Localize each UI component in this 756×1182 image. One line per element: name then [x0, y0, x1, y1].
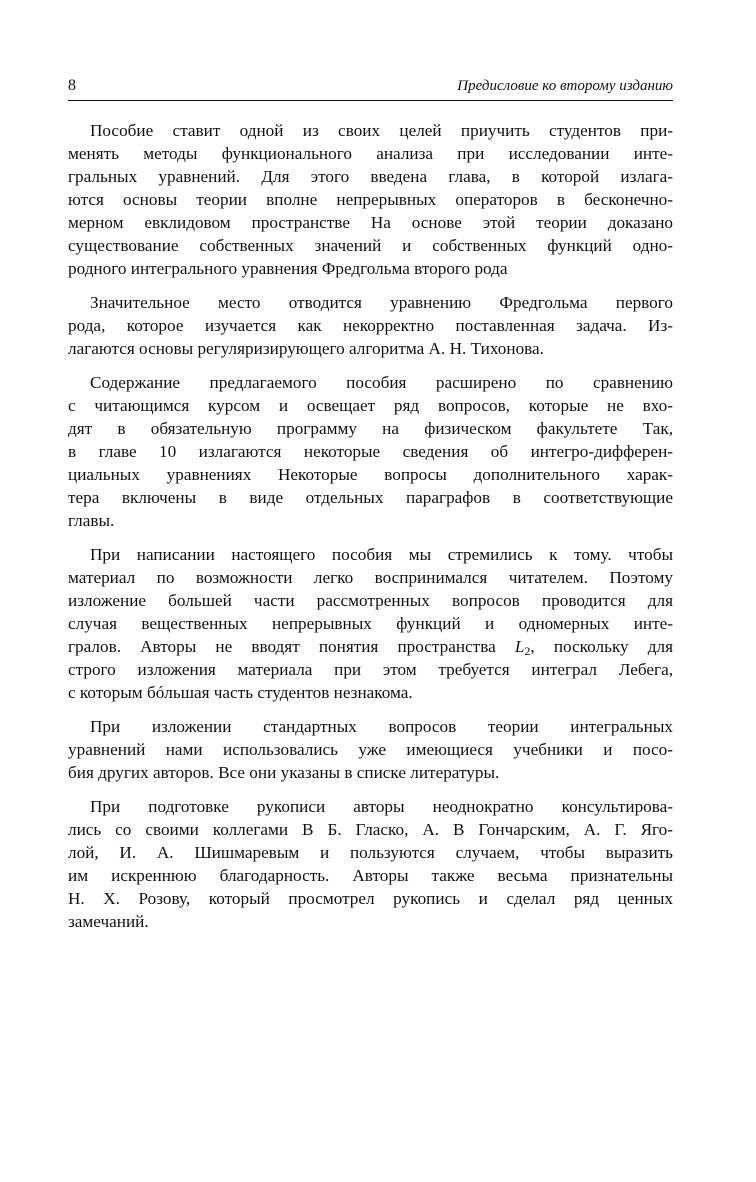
page-number: 8: [68, 77, 76, 94]
math-symbol: L: [514, 637, 525, 656]
math-line-before: гралов. Авторы не вводят понятия пространства: [68, 637, 515, 656]
paragraph-sources: [68, 715, 673, 784]
text-line: изложение большей части рассмотренных вопросов проводится для: [68, 591, 673, 610]
text-line: менять методы функционального анализа при исследовании инте-: [68, 144, 673, 163]
running-head-title: Предисловие ко второму изданию: [457, 78, 673, 94]
math-line-after: , поскольку для: [530, 637, 673, 656]
header-rule: [68, 100, 673, 101]
text-line: с которым бóльшая часть студентов незнакома.: [68, 683, 413, 702]
text-line: лой, И. А. Шишмаревым и пользуются случаем, чтобы выразить: [68, 843, 673, 862]
text-line: Пособие ставит одной из своих целей приучить студентов при-: [90, 121, 673, 140]
text-line: дят в обязательную программу на физическом факультете Так,: [68, 419, 673, 438]
text-line: гральных уравнений. Для этого введена глава, в которой излага-: [68, 167, 673, 186]
text-line: главы.: [68, 511, 115, 530]
running-head: [68, 76, 673, 96]
paragraph-contents: [68, 371, 673, 532]
text-line: мерном евклидовом пространстве На основе этой теории доказано: [68, 213, 673, 232]
text-line: Н. Х. Розову, который просмотрел рукопись и сделал ряд ценных: [68, 889, 673, 908]
text-line: ются основы теории вполне непрерывных операторов в бесконечно-: [68, 190, 673, 209]
text-line: лись со своими коллегами В Б. Гласко, А. В Гончарским, А. Г. Яго-: [68, 820, 673, 839]
math-subscript: 2: [524, 644, 531, 658]
math-symbol-l2: [515, 637, 531, 656]
text-line: При написании настоящего пособия мы стремились к тому. чтобы: [90, 545, 673, 564]
text-line: материал по возможности легко воспринимался читателем. Поэтому: [68, 568, 673, 587]
text-line: с читающимся курсом и освещает ряд вопросов, которые не вхо-: [68, 396, 673, 415]
text-line: в главе 10 излагаются некоторые сведения об интегро-дифферен-: [68, 442, 673, 461]
paragraph-presentation: [68, 543, 673, 704]
text-line: родного интегрального уравнения Фредгольма второго рода: [68, 259, 508, 278]
text-line: При подготовке рукописи авторы неоднократно консультирова-: [90, 797, 673, 816]
paragraph-fredholm-first-kind: [68, 291, 673, 360]
text-line: уравнений нами использовались уже имеющиеся учебники и посо-: [68, 740, 673, 759]
text-line: При изложении стандартных вопросов теории интегральных: [90, 717, 673, 736]
text-line: замечаний.: [68, 912, 149, 931]
paragraph-acknowledgements: [68, 795, 673, 933]
text-line: случая вещественных непрерывных функций и одномерных инте-: [68, 614, 673, 633]
text-line: тера включены в виде отдельных параграфов в соответствующие: [68, 488, 673, 507]
page-body: [68, 119, 673, 933]
text-line: бия других авторов. Все они указаны в списке литературы.: [68, 763, 500, 782]
text-line: Значительное место отводится уравнению Фредгольма первого: [90, 293, 673, 312]
text-line: рода, которое изучается как некорректно поставленная задача. Из-: [68, 316, 673, 335]
text-line: Содержание предлагаемого пособия расширено по сравнению: [90, 373, 673, 392]
text-line: им искреннюю благодарность. Авторы также весьма признательны: [68, 866, 673, 885]
text-line: существование собственных значений и собственных функций одно-: [68, 236, 673, 255]
text-line: лагаются основы регуляризирующего алгоритма А. Н. Тихонова.: [68, 339, 544, 358]
text-line: строго изложения материала при этом требуется интеграл Лебега,: [68, 660, 673, 679]
text-line: циальных уравнениях Некоторые вопросы дополнительного харак-: [68, 465, 673, 484]
paragraph-purpose: [68, 119, 673, 280]
text-line-with-math: [68, 635, 673, 658]
